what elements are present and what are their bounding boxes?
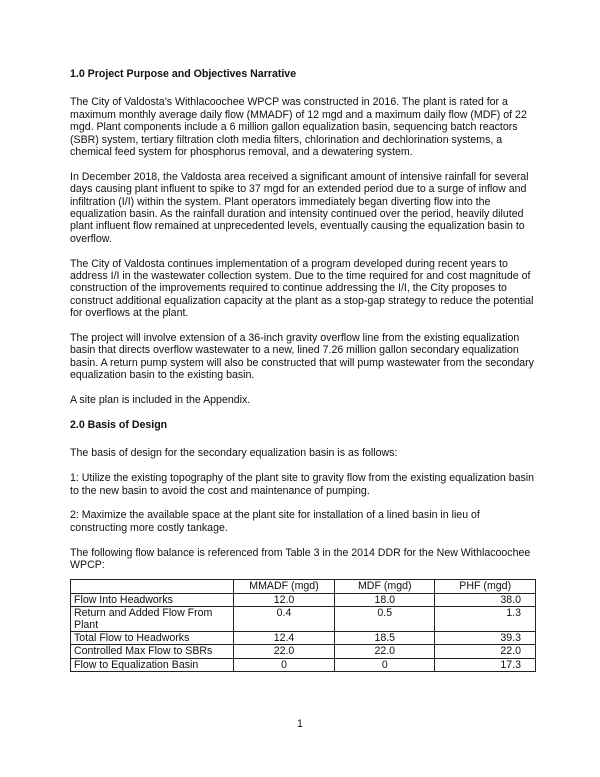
page-content (70, 68, 538, 672)
table-cell: Total Flow to Headworks (71, 632, 234, 645)
table-cell: Flow Into Headworks (71, 593, 234, 606)
table-header-cell: MDF (mgd) (335, 580, 435, 593)
table-cell: 22.0 (233, 645, 334, 658)
table-cell: Flow to Equalization Basin (71, 658, 234, 671)
table-row (71, 606, 536, 631)
table-cell: 17.3 (435, 658, 536, 671)
table-header-cell: PHF (mgd) (435, 580, 536, 593)
table-row (71, 658, 536, 671)
table-cell: 0.5 (335, 606, 435, 631)
table-header-cell: MMADF (mgd) (233, 580, 334, 593)
table-header-row (71, 580, 536, 593)
section-2-heading: 2.0 Basis of Design (70, 418, 168, 431)
section-1-heading: 1.0 Project Purpose and Objectives Narrative (70, 68, 297, 80)
table-cell: 39.3 (435, 632, 536, 645)
table-cell: 0 (335, 658, 435, 671)
flow-balance-table (70, 579, 536, 671)
section-1-paragraph-4: The project will involve extension of a 36-inch gravity overflow line from the existing equalization basin that directs overflow wastewater to a new, lined 7.26 million gallon secondary equalization basin. A return pump system will also be constructed that will pump wastewater from the secondary equalization basin to the existing basin. (70, 332, 534, 382)
section-2-paragraph-1: The basis of design for the secondary equalization basin is as follows: (70, 447, 398, 460)
table-cell: 0 (233, 658, 334, 671)
table-cell: 1.3 (435, 606, 536, 631)
table-cell: 18.5 (335, 632, 435, 645)
section-2-paragraph-2: 1: Utilize the existing topography of the plant site to gravity flow from the existing equalization basin to the new basin to avoid the cost and maintenance of pumping. (70, 472, 535, 497)
page-number: 1 (297, 718, 303, 730)
table-cell: 18.0 (335, 593, 435, 606)
section-2-paragraph-3: 2: Maximize the available space at the plant site for installation of a lined basin in lieu of constructing more costly tankage. (70, 509, 480, 534)
table-row (71, 645, 536, 658)
section-1-paragraph-3: The City of Valdosta continues implementation of a program developed during recent years to address I/I in the wastewater collection system. Due to the time required for and cost magnitude of construction of the improvements required to continue addressing the I/I, the City proposes to construct additional equalization capacity at the plant as a stop-gap strategy to reduce the potential for overflows at the plant. (70, 257, 534, 320)
section-1-paragraph-5: A site plan is included in the Appendix. (70, 394, 251, 407)
table-cell: 12.0 (233, 593, 334, 606)
table-row (71, 593, 536, 606)
section-1-paragraph-1: The City of Valdosta’s Withlacoochee WPCP was constructed in 2016. The plant is rated for a maximum monthly average daily flow (MMADF) of 12 mgd and a maximum daily flow (MDF) of 22 mgd. Plant components include a 6 million gallon equalization basin, sequencing batch reactors (SBR) system, tertiary filtration cloth media filters, chlorination and dechlorination systems, a chemical feed system for phosphorus removal, and a dewatering system. (70, 96, 527, 159)
table-cell: Controlled Max Flow to SBRs (71, 645, 234, 658)
table-cell: Return and Added Flow From Plant (71, 606, 234, 631)
section-1-paragraph-2: In December 2018, the Valdosta area received a significant amount of intensive rainfall for several days causing plant influent to spike to 37 mgd for an extended period due to a surge of inflow and infiltration (I/I) within the system. Plant operators immediately began diverting flow into the equalization basin. As the rainfall duration and intensity continued over the period, heavily diluted plant influent flow remained at unprecedented levels, eventually causing the equalization basin to overflow. (70, 170, 529, 245)
table-cell: 22.0 (435, 645, 536, 658)
section-2-paragraph-4: The following flow balance is referenced from Table 3 in the 2014 DDR for the New Withlacoochee WPCP: (70, 546, 531, 571)
table-cell: 0.4 (233, 606, 334, 631)
table-cell: 38.0 (435, 593, 536, 606)
table-header-cell (71, 580, 234, 593)
table-row (71, 632, 536, 645)
table-cell: 22.0 (335, 645, 435, 658)
table-cell: 12.4 (233, 632, 334, 645)
